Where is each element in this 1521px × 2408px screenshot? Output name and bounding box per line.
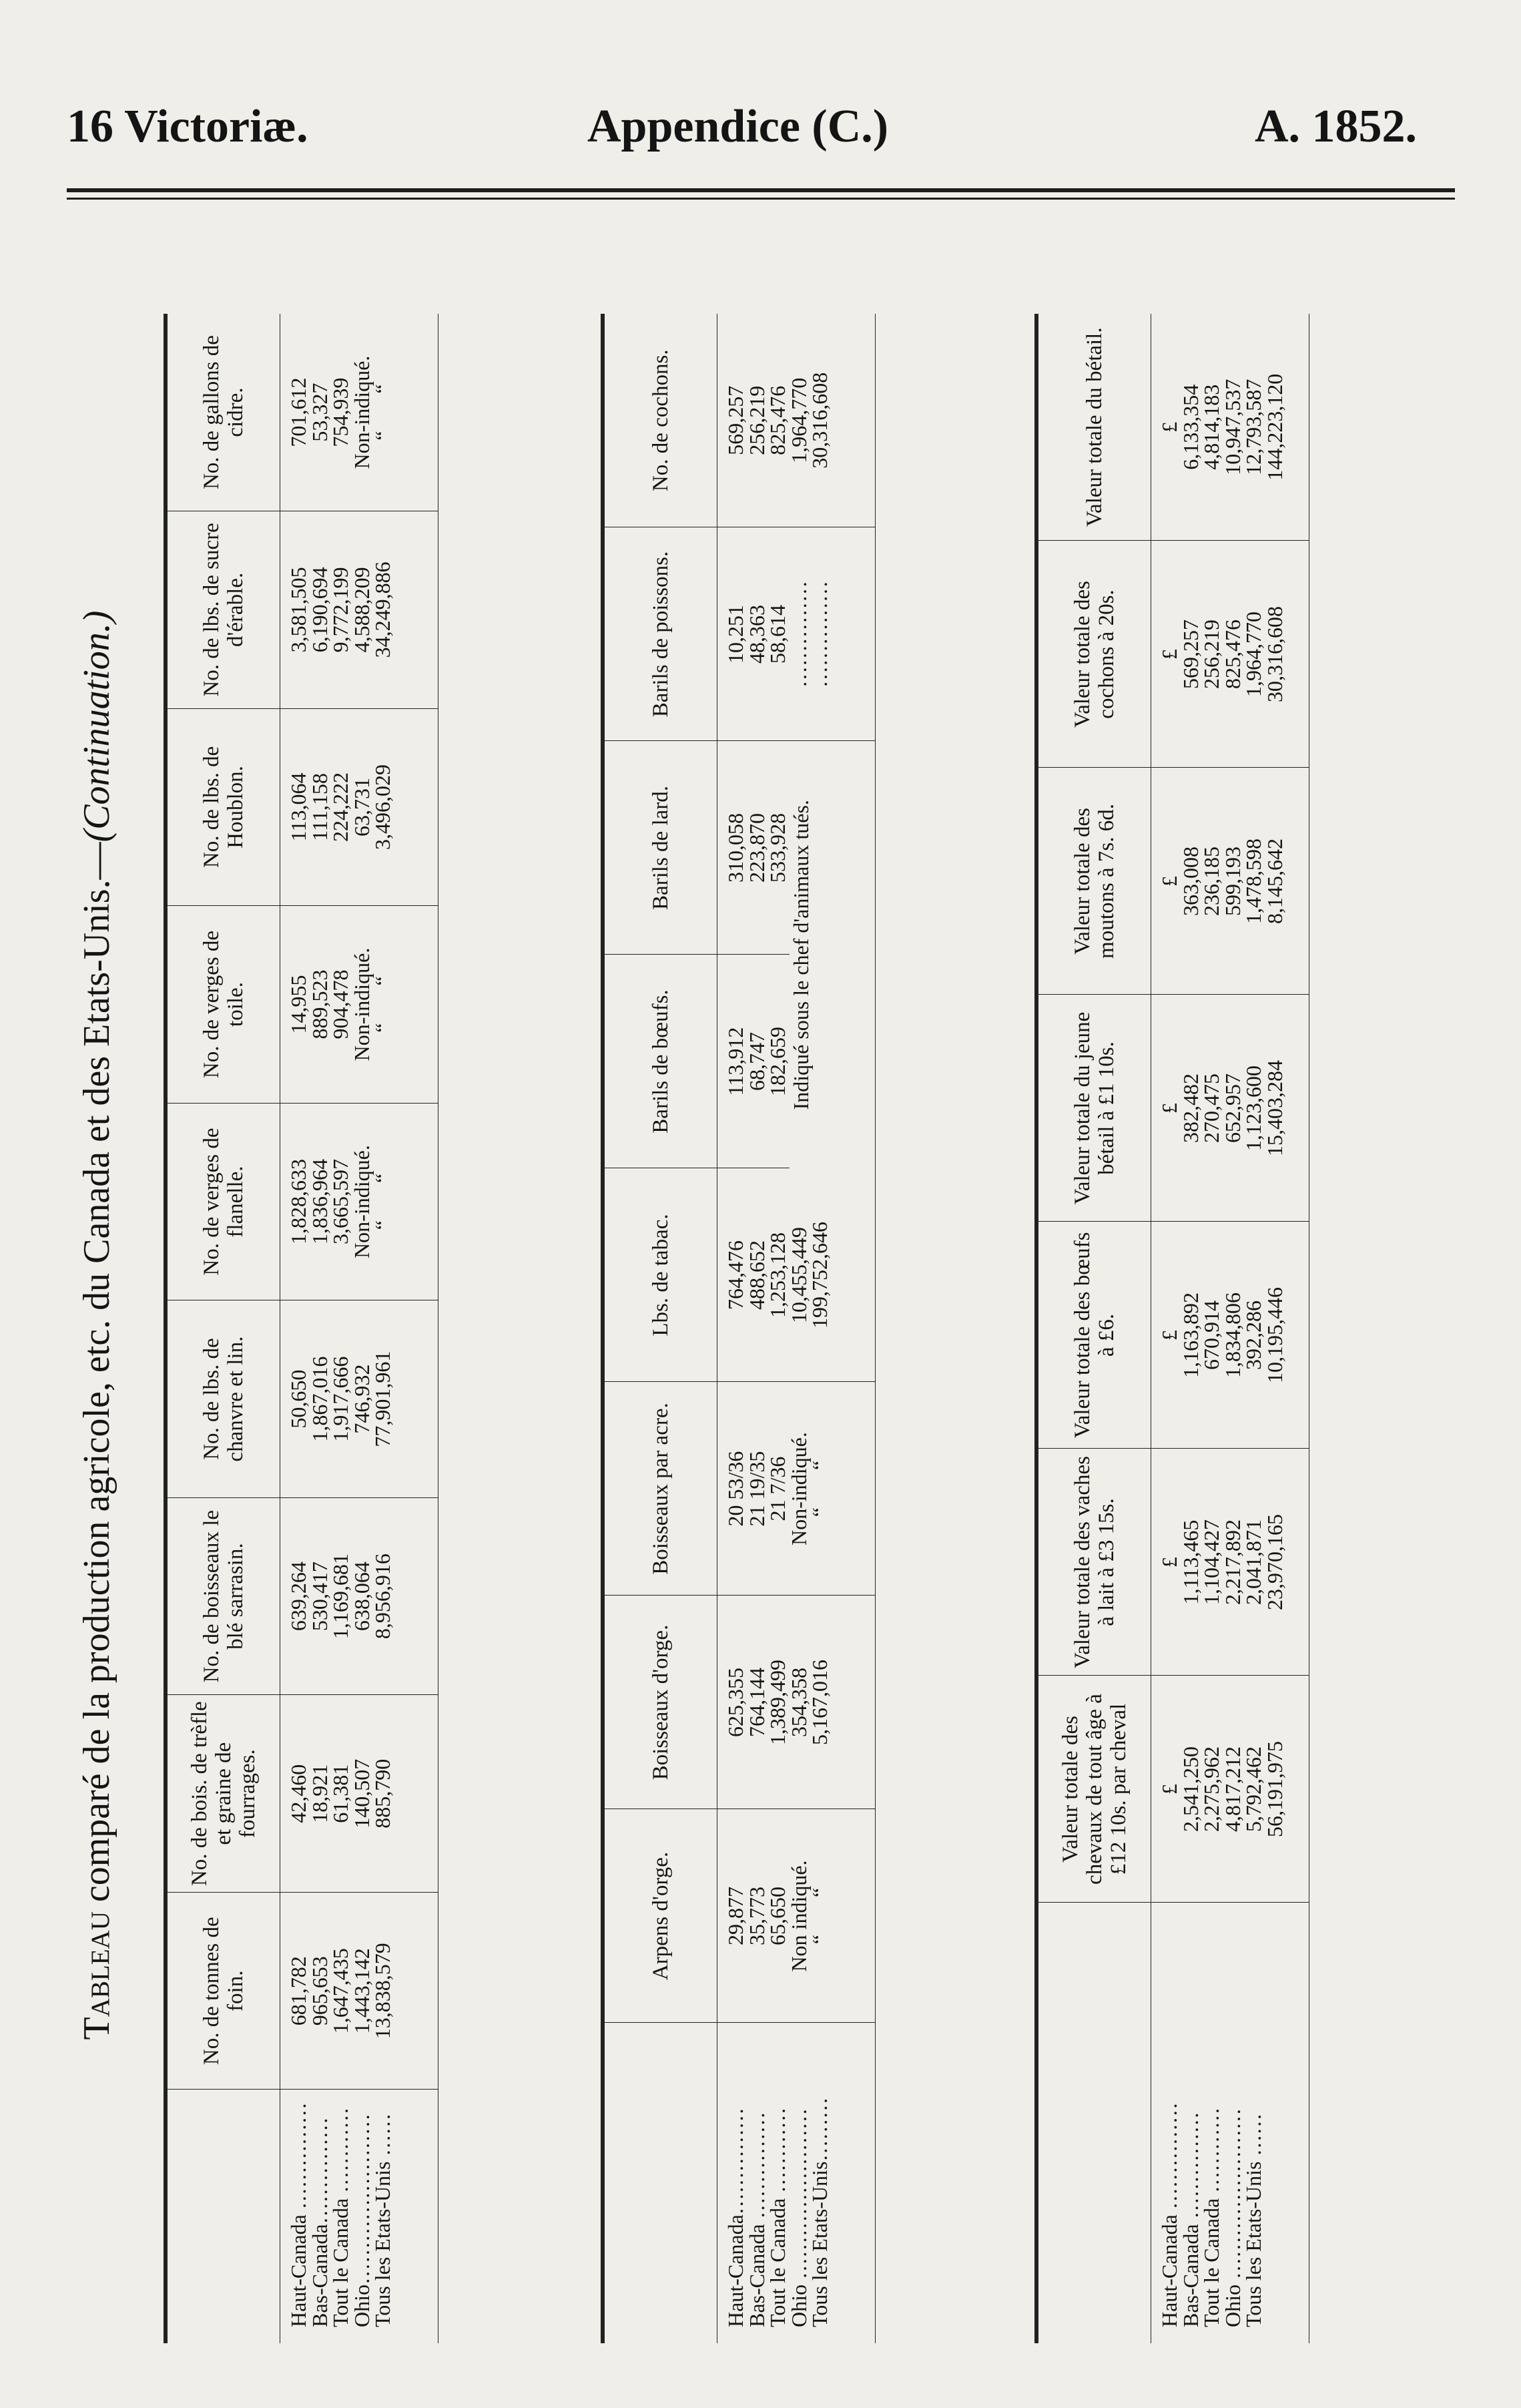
header-year: A. 1852. <box>1255 101 1418 152</box>
col-header: Valeur totale des cochons à 20s. <box>1036 541 1151 768</box>
row-labels: Haut-Canada …………… Bas-Canada …………… Tout le Canada ………… Ohio …………………… Tous les Etats-Unis …… <box>1157 2102 1265 2327</box>
col-header: Lbs. de tabac. <box>603 1168 717 1382</box>
data-col: 310,058 223,870 533,928 <box>717 741 790 955</box>
col-header: No. de lbs. de chanvre et lin. <box>166 1300 280 1498</box>
table3-corner <box>1036 1903 1151 2343</box>
currency-mark: £ <box>1157 1557 1181 1568</box>
data-col <box>1151 1676 1309 1903</box>
values: 1,113,465 1,104,427 2,217,892 2,041,871 23,970,165 <box>1178 1514 1287 1610</box>
data-col: 569,257 256,219 825,476 1,964,770 30,316,608 <box>717 314 876 527</box>
col-header: Valeur totale des moutons à 7s. 6d. <box>1036 768 1151 995</box>
currency-mark: £ <box>1157 1330 1181 1341</box>
values: 569,257 256,219 825,476 1,964,770 30,316,608 <box>1178 606 1287 702</box>
table-hay-flax-sugar <box>164 314 438 2343</box>
data-col: 14,955 889,523 904,478 Non-indiqué. “ “ <box>280 906 438 1104</box>
col-header: Valeur totale des vaches à lait à £3 15s. <box>1036 1449 1151 1676</box>
col-header: Barils de bœufs. <box>603 955 717 1168</box>
table3-body-row <box>1151 314 1309 2343</box>
table2-corner <box>603 2023 717 2343</box>
col-header: Boisseaux d'orge. <box>603 1596 717 1809</box>
currency-mark: £ <box>1157 1103 1181 1114</box>
data-col: 113,064 111,158 224,222 63,731 3,496,029 <box>280 708 438 906</box>
data-col: 42,460 18,921 61,381 140,507 885,790 <box>280 1695 438 1893</box>
currency-mark: £ <box>1157 1784 1181 1794</box>
data-col <box>1151 541 1309 768</box>
data-col: 1,828,633 1,836,964 3,665,597 Non-indiqué. “ “ <box>280 1103 438 1300</box>
values: 2,541,250 2,275,962 4,817,212 5,792,462 56,191,975 <box>1178 1741 1287 1837</box>
data-col <box>1151 314 1309 541</box>
rotated-content <box>67 274 1455 2377</box>
values: 382,482 270,475 652,957 1,123,600 15,403,284 <box>1178 1060 1287 1156</box>
col-header: Valeur totale du jeune bétail à £1 10s. <box>1036 995 1151 1222</box>
col-header: Valeur totale des chevaux de tout âge à £12 10s. par cheval <box>1036 1676 1151 1903</box>
currency-mark: £ <box>1157 649 1181 660</box>
merged-note: Indiqué sous le chef d'animaux tués. <box>789 800 813 1110</box>
data-col: 50,650 1,867,016 1,917,666 746,932 77,901,961 <box>280 1300 438 1498</box>
col-header: Arpens d'orge. <box>603 1809 717 2023</box>
currency-mark: £ <box>1157 421 1181 433</box>
row-labels: Haut-Canada …………… Bas-Canada…………… Tout le Canada ………… Ohio…………………… Tous les Etats-Unis …… <box>286 2102 394 2327</box>
col-header: Boisseaux par acre. <box>603 1382 717 1596</box>
col-header: No. de bois. de trèfle et graine de fourrages. <box>166 1695 280 1893</box>
col-header: Valeur totale du bétail. <box>1036 314 1151 541</box>
values: 6,133,354 4,814,183 10,947,537 12,793,587 144,223,120 <box>1178 373 1287 481</box>
data-col: 639,264 530,417 1,169,681 638,064 8,956,916 <box>280 1497 438 1695</box>
data-col <box>1151 995 1309 1222</box>
col-header: No. de boisseaux le blé sarrasin. <box>166 1497 280 1695</box>
col-header: Barils de lard. <box>603 741 717 955</box>
table3-header-row <box>1036 314 1151 2343</box>
col-header: No. de cochons. <box>603 314 717 527</box>
table2-header-row <box>603 314 717 2343</box>
table-barley-tobacco-pork <box>601 314 876 2343</box>
currency-mark: £ <box>1157 876 1181 887</box>
data-col: 10,251 48,363 58,614 …………… …………… <box>717 527 876 741</box>
col-header: No. de lbs. de sucre d'érable. <box>166 511 280 709</box>
table1-body-row <box>280 314 438 2343</box>
values: 363,008 236,185 599,193 1,478,598 8,145,642 <box>1178 838 1287 924</box>
table1-corner <box>166 2090 280 2343</box>
title-continuation: (Continuation.) <box>76 610 117 842</box>
col-header: No. de verges de flanelle. <box>166 1103 280 1300</box>
table-title <box>67 274 127 2377</box>
col-header: No. de lbs. de Houblon. <box>166 708 280 906</box>
title-main: comparé de la production agricole, etc. du Canada et des Etats-Unis.— <box>76 842 117 1912</box>
col-header: Valeur totale des bœufs à £6. <box>1036 1222 1151 1449</box>
data-col: 764,476 488,652 1,253,128 10,455,449 199,752,646 <box>717 1168 876 1382</box>
header-appendix: Appendice (C.) <box>587 101 889 152</box>
data-col: 701,612 53,327 754,939 Non-indiqué. “ “ <box>280 314 438 511</box>
title-lead: Tableau <box>76 1911 117 2040</box>
data-col <box>1151 1449 1309 1676</box>
table-livestock-value <box>1034 314 1309 2343</box>
col-header: No. de gallons de cidre. <box>166 314 280 511</box>
header-rule-thin <box>67 198 1455 200</box>
col-header: Barils de poissons. <box>603 527 717 741</box>
row-labels: Haut-Canada…………… Bas-Canada …………… Tout le Canada ………… Ohio …………………… Tous les Etats-Unis……… <box>723 2097 832 2327</box>
values: 1,163,892 670,914 1,834,806 392,286 10,195,446 <box>1178 1287 1287 1383</box>
col-header: No. de verges de toile. <box>166 906 280 1104</box>
data-col: 29,877 35,773 65,650 Non indiqué. “ “ <box>717 1809 876 2023</box>
data-col: 113,912 68,747 182,659 <box>717 955 790 1168</box>
col-header: No. de tonnes de foin. <box>166 1892 280 2090</box>
data-col: 20 53/36 21 19/35 21 7/36 Non-indiqué. “ “ <box>717 1382 876 1596</box>
data-col <box>1151 768 1309 995</box>
header-session: 16 Victoriæ. <box>67 101 308 152</box>
table1-header-row <box>166 314 280 2343</box>
table2-body-row <box>717 314 790 2343</box>
header-rule-thick <box>67 188 1455 192</box>
page-header <box>0 100 1521 167</box>
data-col <box>1151 1222 1309 1449</box>
data-col: 625,355 764,144 1,389,499 354,358 5,167,016 <box>717 1596 876 1809</box>
data-col: 3,581,505 6,190,694 9,772,199 4,588,209 34,249,886 <box>280 511 438 709</box>
data-col: 681,782 965,653 1,647,435 1,443,142 13,838,579 <box>280 1892 438 2090</box>
